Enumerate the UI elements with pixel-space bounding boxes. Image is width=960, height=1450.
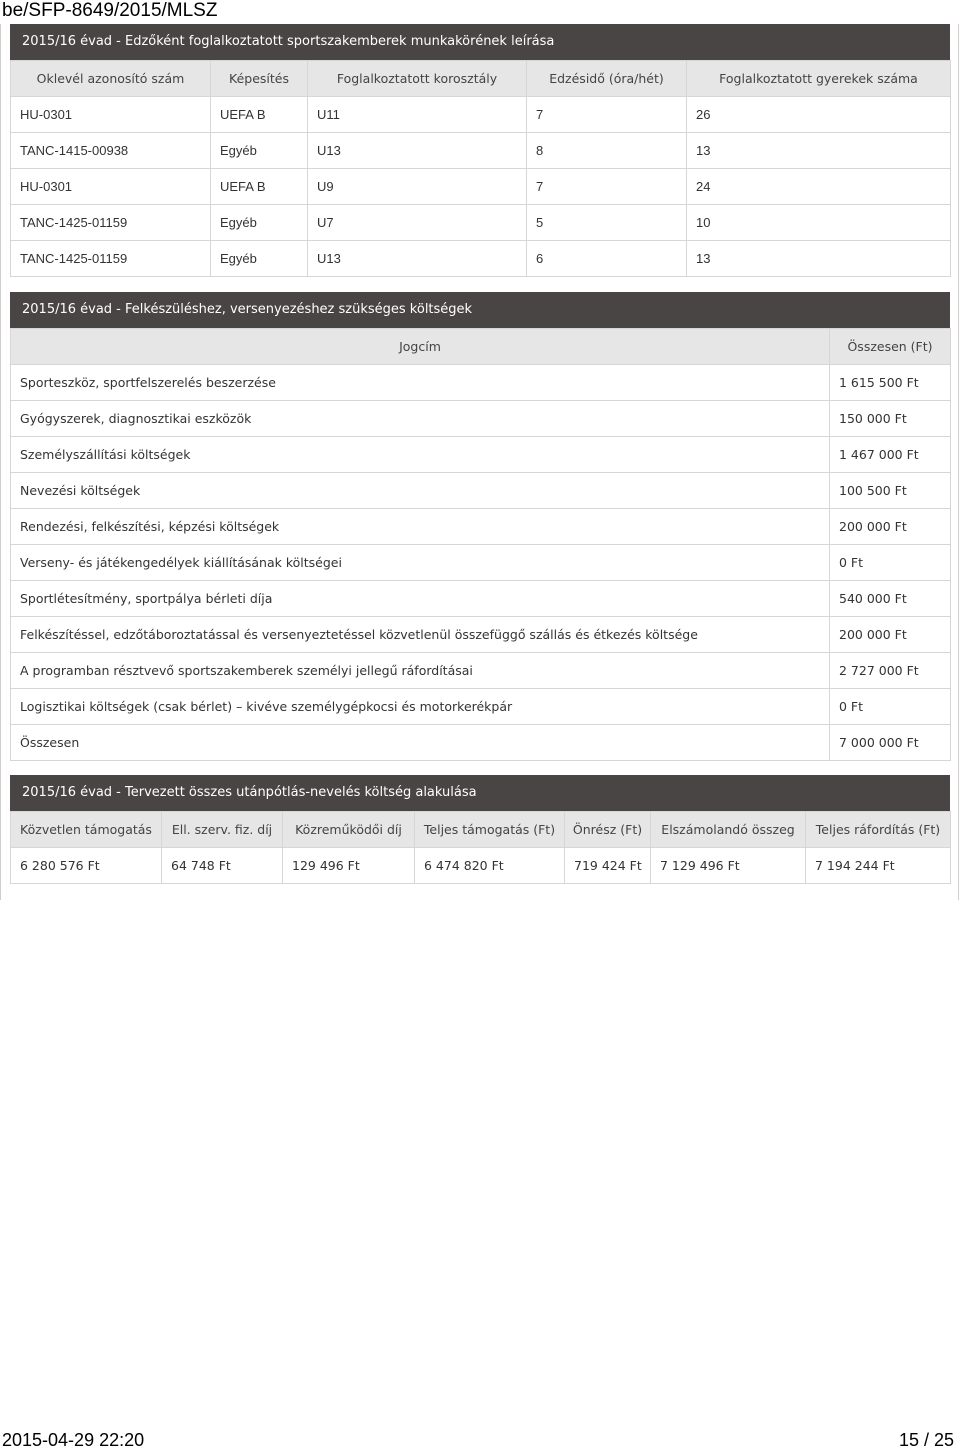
table-cell: Gyógyszerek, diagnosztikai eszközök xyxy=(11,401,830,437)
table-cell: U13 xyxy=(308,133,527,169)
table-cell: TANC-1425-01159 xyxy=(11,205,211,241)
table-row xyxy=(11,401,951,437)
col-header: Közreműködői díj xyxy=(283,812,415,848)
table-row xyxy=(11,241,951,277)
table-cell: 2 727 000 Ft xyxy=(830,653,951,689)
table-cell: Sportlétesítmény, sportpálya bérleti díja xyxy=(11,581,830,617)
table-cell: A programban résztvevő sportszakemberek személyi jellegű ráfordításai xyxy=(11,653,830,689)
costs-section xyxy=(10,292,950,761)
coaches-section xyxy=(10,24,950,277)
table-row xyxy=(11,133,951,169)
col-header: Képesítés xyxy=(211,61,308,97)
table-cell: U11 xyxy=(308,97,527,133)
table-cell: Személyszállítási költségek xyxy=(11,437,830,473)
table-row xyxy=(11,473,951,509)
table-cell: 200 000 Ft xyxy=(830,617,951,653)
col-header: Jogcím xyxy=(11,329,830,365)
col-header: Edzésidő (óra/hét) xyxy=(527,61,687,97)
table-cell: 13 xyxy=(687,241,951,277)
table-row xyxy=(11,365,951,401)
costs-title: 2015/16 évad - Felkészüléshez, versenyezéshez szükséges költségek xyxy=(10,292,950,328)
footer-timestamp: 2015-04-29 22:20 xyxy=(2,1430,145,1450)
table-row xyxy=(11,545,951,581)
table-cell: 6 474 820 Ft xyxy=(415,848,565,884)
table-row xyxy=(11,509,951,545)
table-cell: 24 xyxy=(687,169,951,205)
table-cell: 7 194 244 Ft xyxy=(806,848,951,884)
col-header: Ell. szerv. fiz. díj xyxy=(162,812,283,848)
table-row xyxy=(11,581,951,617)
table-cell: 26 xyxy=(687,97,951,133)
table-row xyxy=(11,689,951,725)
col-header: Teljes ráfordítás (Ft) xyxy=(806,812,951,848)
table-cell: Felkészítéssel, edzőtáboroztatással és versenyeztetéssel közvetlenül összefüggő szállás és étkezés költsége xyxy=(11,617,830,653)
table-cell: Rendezési, felkészítési, képzési költségek xyxy=(11,509,830,545)
table-cell: U7 xyxy=(308,205,527,241)
coaches-table xyxy=(10,60,951,277)
table-cell: 13 xyxy=(687,133,951,169)
table-cell: 64 748 Ft xyxy=(162,848,283,884)
table-cell: 0 Ft xyxy=(830,545,951,581)
summary-section xyxy=(10,775,950,884)
col-header: Teljes támogatás (Ft) xyxy=(415,812,565,848)
total-row xyxy=(11,725,951,761)
table-cell: Logisztikai költségek (csak bérlet) – kivéve személygépkocsi és motorkerékpár xyxy=(11,689,830,725)
table-cell: 5 xyxy=(527,205,687,241)
table-cell: 6 280 576 Ft xyxy=(11,848,162,884)
table-cell: Egyéb xyxy=(211,205,308,241)
col-header: Közvetlen támogatás xyxy=(11,812,162,848)
summary-table xyxy=(10,811,951,884)
table-cell: 0 Ft xyxy=(830,689,951,725)
table-cell: 719 424 Ft xyxy=(565,848,651,884)
table-cell: 7 xyxy=(527,97,687,133)
table-cell: UEFA B xyxy=(211,169,308,205)
col-header: Önrész (Ft) xyxy=(565,812,651,848)
table-cell: 10 xyxy=(687,205,951,241)
table-cell: 150 000 Ft xyxy=(830,401,951,437)
table-cell: UEFA B xyxy=(211,97,308,133)
table-cell: 8 xyxy=(527,133,687,169)
table-cell: 1 615 500 Ft xyxy=(830,365,951,401)
table-cell: 540 000 Ft xyxy=(830,581,951,617)
table-cell: 100 500 Ft xyxy=(830,473,951,509)
table-cell: Összesen xyxy=(11,725,830,761)
table-cell: 7 xyxy=(527,169,687,205)
table-cell: 200 000 Ft xyxy=(830,509,951,545)
costs-table xyxy=(10,328,951,761)
table-cell: 7 000 000 Ft xyxy=(830,725,951,761)
table-cell: Verseny- és játékengedélyek kiállításának költségei xyxy=(11,545,830,581)
col-header: Elszámolandó összeg xyxy=(651,812,806,848)
table-row xyxy=(11,617,951,653)
table-row xyxy=(11,169,951,205)
table-row xyxy=(11,653,951,689)
col-header: Oklevél azonosító szám xyxy=(11,61,211,97)
summary-header-row xyxy=(11,812,951,848)
table-cell: 7 129 496 Ft xyxy=(651,848,806,884)
table-cell: U13 xyxy=(308,241,527,277)
table-cell: TANC-1415-00938 xyxy=(11,133,211,169)
table-cell: Egyéb xyxy=(211,133,308,169)
coaches-header-row xyxy=(11,61,951,97)
table-cell: 1 467 000 Ft xyxy=(830,437,951,473)
table-cell: Egyéb xyxy=(211,241,308,277)
table-cell: HU-0301 xyxy=(11,169,211,205)
table-row xyxy=(11,437,951,473)
col-header: Foglalkoztatott korosztály xyxy=(308,61,527,97)
summary-title: 2015/16 évad - Tervezett összes utánpótlás-nevelés költség alakulása xyxy=(10,775,950,811)
table-cell: HU-0301 xyxy=(11,97,211,133)
table-cell: U9 xyxy=(308,169,527,205)
table-row xyxy=(11,848,951,884)
col-header: Foglalkoztatott gyerekek száma xyxy=(687,61,951,97)
table-cell: 6 xyxy=(527,241,687,277)
table-cell: TANC-1425-01159 xyxy=(11,241,211,277)
table-cell: Sporteszköz, sportfelszerelés beszerzése xyxy=(11,365,830,401)
table-cell: 129 496 Ft xyxy=(283,848,415,884)
table-cell: Nevezési költségek xyxy=(11,473,830,509)
costs-header-row xyxy=(11,329,951,365)
document-id: be/SFP-8649/2015/MLSZ xyxy=(2,0,218,21)
table-row xyxy=(11,97,951,133)
page-number: 15 / 25 xyxy=(898,1430,954,1450)
table-row xyxy=(11,205,951,241)
coaches-title: 2015/16 évad - Edzőként foglalkoztatott sportszakemberek munkakörének leírása xyxy=(10,24,950,60)
col-header: Összesen (Ft) xyxy=(830,329,951,365)
